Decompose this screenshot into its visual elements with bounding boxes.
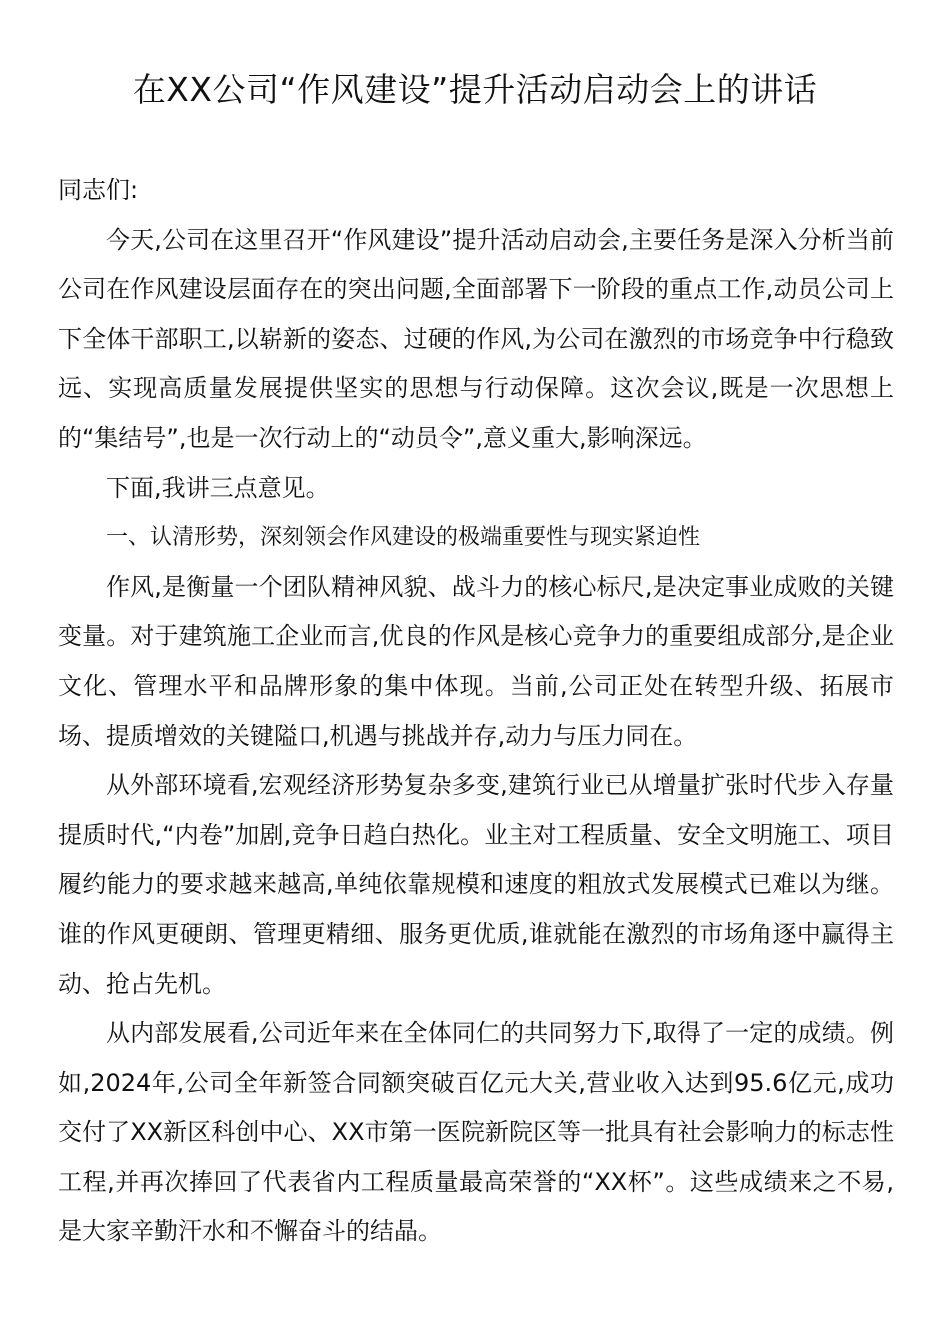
paragraph-opening: 今天,公司在这里召开“作风建设”提升活动启动会,主要任务是深入分析当前公司在作风建设层面存在的突出问题,全面部署下一阶段的重点工作,动员公司上下全体干部职工,以崭新的姿态、过硬的作风,为公司在激烈的市场竞争中行稳致远、实现高质量发展提供坚实的思想与行动保障。这次会议,既是一次思想上的“集结号”,也是一次行动上的“动员令”,意义重大,影响深远。: [58, 225, 894, 452]
section-heading-1: 一、认清形势，深刻领会作风建设的极端重要性与现实紧迫性: [106, 525, 701, 551]
paragraph-style-importance: 作风,是衡量一个团队精神风貌、战斗力的核心标尺,是决定事业成败的关键变量。对于建筑施工企业而言,优良的作风是核心竞争力的重要组成部分,是企业文化、管理水平和品牌形象的集中体现。当前,公司正处在转型升级、拓展市场、提质增效的关键隘口,机遇与挑战并存,动力与压力同在。: [58, 572, 894, 750]
paragraph-intro-points: 下面,我讲三点意见。: [106, 473, 330, 502]
paragraph-external-environment: 从外部环境看,宏观经济形势复杂多变,建筑行业已从增量扩张时代步入存量提质时代,“内卷”加剧,竞争日趋白热化。业主对工程质量、安全文明施工、项目履约能力的要求越来越高,单纯依靠规模和速度的粗放式发展模式已难以为继。谁的作风更硬朗、管理更精细、服务更优质,谁就能在激烈的市场角逐中赢得主动、抢占先机。: [58, 771, 894, 998]
salutation: 同志们:: [58, 176, 139, 204]
paragraph-internal-development: 从内部发展看,公司近年来在全体同仁的共同努力下,取得了一定的成绩。例如,2024年,公司全年新签合同额突破百亿元大关,营业收入达到95.6亿元,成功交付了XX新区科创中心、XX市第一医院新院区等一批具有社会影响力的标志性工程,并再次捧回了代表省内工程质量最高荣誉的“XX杯”。这些成绩来之不易,是大家辛勤汗水和不懈奋斗的结晶。: [58, 1019, 894, 1246]
document-body: [58, 166, 894, 1257]
document-title: 在XX公司“作风建设”提升活动启动会上的讲话: [132, 70, 818, 109]
